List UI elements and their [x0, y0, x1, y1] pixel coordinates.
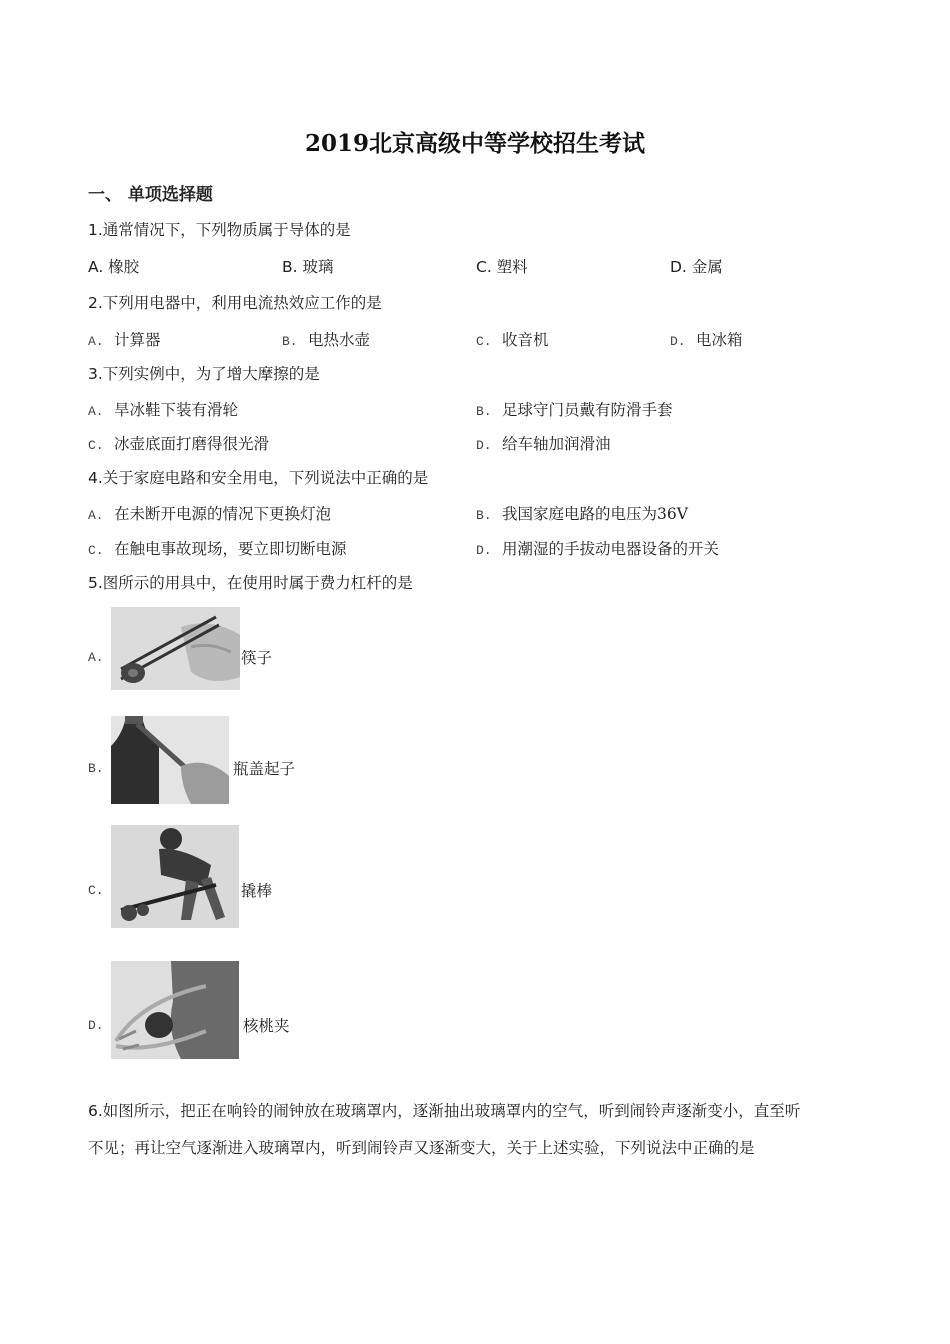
- nutcracker-image: [111, 961, 239, 1059]
- question-4-option-c[interactable]: [88, 537, 347, 559]
- option-text: 用潮湿的手拔动电器设备的开关: [502, 540, 720, 558]
- option-letter: D.: [88, 1018, 104, 1033]
- option-letter: D.: [670, 334, 686, 349]
- question-4-option-d[interactable]: [476, 537, 719, 559]
- chopsticks-image: [111, 607, 240, 690]
- option-letter: B.: [282, 334, 298, 349]
- question-3-option-a[interactable]: [88, 398, 238, 420]
- question-4-stem: 4.关于家庭电路和安全用电，下列说法中正确的是: [88, 469, 429, 487]
- option-text: 电冰箱: [696, 331, 743, 349]
- question-2-stem: 2.下列用电器中，利用电流热效应工作的是: [88, 294, 382, 312]
- question-6-stem-line-2: 不见；再让空气逐渐进入玻璃罩内，听到闹铃声又逐渐变大，关于上述实验，下列说法中正确的是: [88, 1139, 755, 1157]
- question-4-option-b[interactable]: [476, 502, 688, 524]
- option-letter: C.: [88, 438, 104, 453]
- question-3-option-d[interactable]: [476, 432, 611, 454]
- question-2-option-a[interactable]: [88, 328, 161, 350]
- question-1-stem: 1.通常情况下，下列物质属于导体的是: [88, 221, 351, 239]
- question-4-option-a[interactable]: [88, 502, 331, 524]
- option-text: 冰壶底面打磨得很光滑: [114, 435, 270, 453]
- option-letter: A.: [88, 404, 104, 419]
- option-letter: C.: [88, 883, 104, 898]
- option-letter: D.: [476, 543, 492, 558]
- option-text: 给车轴加润滑油: [502, 435, 611, 453]
- question-6-stem-line-1: 6.如图所示，把正在响铃的闹钟放在玻璃罩内，逐渐抽出玻璃罩内的空气，听到闹铃声逐渐变小，直至听: [88, 1102, 801, 1120]
- option-text: 足球守门员戴有防滑手套: [502, 401, 673, 419]
- question-2-option-b[interactable]: [282, 328, 370, 350]
- option-text: 在未断开电源的情况下更换灯泡: [114, 505, 332, 523]
- question-1-option-b[interactable]: B. 玻璃: [282, 258, 334, 276]
- question-3-option-c[interactable]: [88, 432, 269, 454]
- option-text: 电热水壶: [308, 331, 371, 349]
- exam-title: 2019北京高级中等学校招生考试: [304, 130, 645, 157]
- option-letter: C.: [88, 543, 104, 558]
- bottle-opener-image: [111, 716, 229, 804]
- option-letter: A.: [88, 650, 104, 665]
- question-5-stem: 5.图所示的用具中，在使用时属于费力杠杆的是: [88, 574, 413, 592]
- option-text: 在触电事故现场，要立即切断电源: [114, 540, 347, 558]
- option-text: 旱冰鞋下装有滑轮: [114, 401, 239, 419]
- crowbar-image: [111, 825, 239, 928]
- option-text: 我国家庭电路的电压为36V: [502, 505, 688, 523]
- option-letter: A.: [88, 508, 104, 523]
- option-letter: A.: [88, 334, 104, 349]
- question-1-option-d[interactable]: D. 金属: [670, 258, 723, 276]
- question-5-option-d-text: 核桃夹: [243, 1017, 290, 1035]
- option-text: 计算器: [114, 331, 161, 349]
- option-letter: C.: [476, 334, 492, 349]
- question-2-option-d[interactable]: [670, 328, 743, 350]
- question-3-stem: 3.下列实例中，为了增大摩擦的是: [88, 365, 320, 383]
- question-5-option-a-text: 筷子: [241, 649, 273, 667]
- question-1-option-a[interactable]: A. 橡胶: [88, 258, 140, 276]
- question-2-option-c[interactable]: [476, 328, 549, 350]
- option-letter: B.: [476, 404, 492, 419]
- option-letter: B.: [88, 761, 104, 776]
- option-letter: D.: [476, 438, 492, 453]
- question-1-option-c[interactable]: C. 塑料: [476, 258, 528, 276]
- question-5-option-b-text: 瓶盖起子: [233, 760, 296, 778]
- question-3-option-b[interactable]: [476, 398, 673, 420]
- option-letter: B.: [476, 508, 492, 523]
- question-5-option-c-text: 撬棒: [241, 882, 273, 900]
- section-heading: 一、 单项选择题: [88, 185, 213, 205]
- option-text: 收音机: [502, 331, 549, 349]
